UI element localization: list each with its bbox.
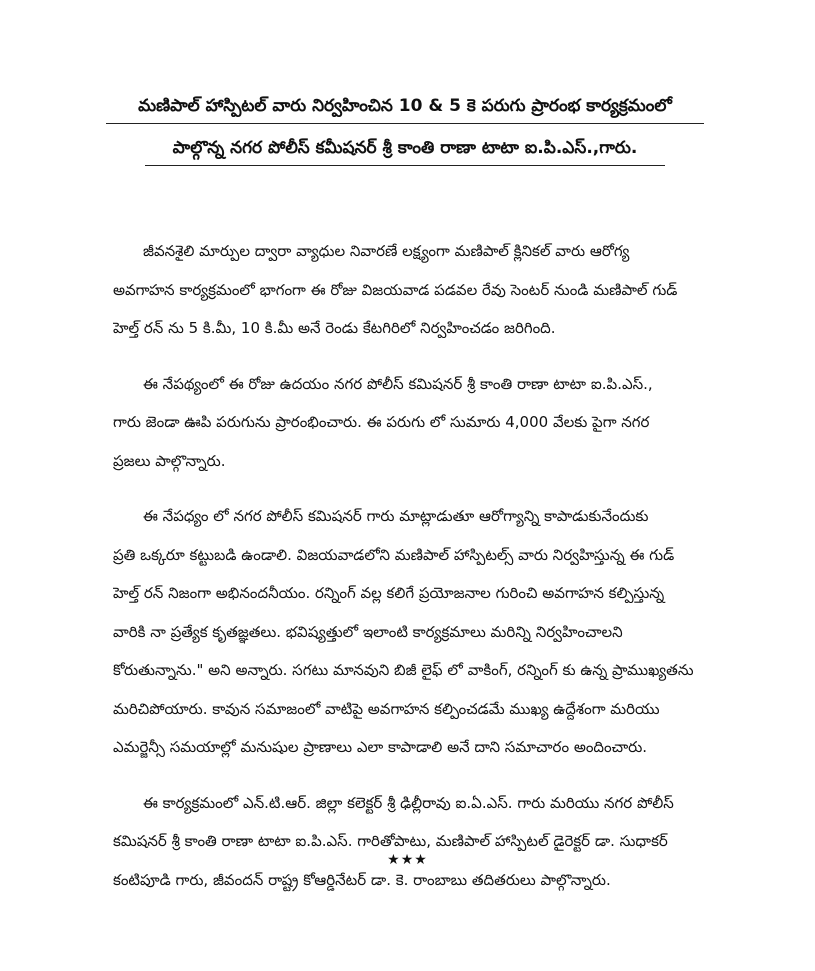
headline-line-2: పాల్గొన్న నగర పోలీస్ కమీషనర్ శ్రీ కాంతి రాణా టాటా ఐ.పి.ఎస్.,గారు.	[145, 134, 665, 166]
paragraph-line: ఈ కార్యక్రమంలో ఎన్.టి.ఆర్. జిల్లా కలెక్టర్ శ్రీ ఢిల్లీరావు ఐ.ఏ.ఎస్. గారు మరియు నగర పోలీస్	[143, 793, 674, 812]
paragraph-line: జీవనశైలి మార్పుల ద్వారా వ్యాధుల నివారణే లక్ష్యంగా మణిపాల్ క్లినికల్ వారు ఆరోగ్య	[143, 242, 630, 260]
headline	[100, 92, 710, 166]
paragraph-line: ఈ నేపథ్యంలో ఈ రోజు ఉదయం నగర పోలీస్ కమిషనర్ శ్రీ కాంతి రాణా టాటా ఐ.పి.ఎస్.,	[143, 374, 653, 393]
article-body	[113, 232, 723, 916]
paragraph-3	[113, 497, 723, 767]
paragraph-line: గారు జెండా ఊపి పరుగును ప్రారంభించారు. ఈ పరుగు లో సుమారు 4,000 వేలకు పైగా నగర	[113, 413, 650, 431]
paragraph-1	[113, 232, 723, 348]
headline-line-1: మణిపాల్ హాస్పిటల్ వారు నిర్వహించిన 10 & 5 కె పరుగు ప్రారంభ కార్యక్రమంలో	[106, 92, 704, 124]
paragraph-line: ప్రతి ఒక్కరూ కట్టుబడి ఉండాలి. విజయవాడలోని మణిపాల్ హాస్పిటల్స్ వారు నిర్వహిస్తున్న ఈ గుడ్	[113, 545, 675, 564]
paragraph-line: అవగాహన కార్యక్రమంలో భాగంగా ఈ రోజు విజయవాడ పడవల రేవు సెంటర్ నుండి మణిపాల్ గుడ్	[113, 280, 678, 299]
paragraph-line: హెల్త్ రన్ ను 5 కి.మీ, 10 కి.మీ అనే రెండు కేటగిరిలో నిర్వహించడం జరిగింది.	[113, 319, 556, 337]
paragraph-line: ఈ నేపధ్యం లో నగర పోలీస్ కమిషనర్ గారు మాట్లాడుతూ ఆరోగ్యాన్ని కాపాడుకునేందుకు	[143, 507, 649, 525]
paragraph-line: ప్రజలు పాల్గొన్నారు.	[113, 451, 226, 470]
paragraph-line: ఎమర్జెన్సీ సమయాల్లో మనుషుల ప్రాణాలు ఎలా కాపాడాలి అనే దాని సమాచారం అందించారు.	[113, 738, 648, 756]
paragraph-line: కమిషనర్ శ్రీ కాంతి రాణా టాటా ఐ.పి.ఎస్. గారితోపాటు, మణిపాల్ హాస్పిటల్ డైరెక్టర్ డా. సుధాకర్	[113, 832, 668, 850]
paragraph-line: హెల్త్ రన్ నిజంగా అభినందనీయం. రన్నింగ్ వల్ల కలిగే ప్రయోజనాల గురించి అవగాహన కల్పిస్తున్న	[113, 584, 665, 602]
end-marker: ★★★	[387, 852, 428, 868]
paragraph-line: వారికి నా ప్రత్యేక కృతజ్ఞతలు. భవిష్యత్తులో ఇలాంటి కార్యక్రమాలు మరిన్ని నిర్వహించాలని	[113, 622, 623, 641]
paragraph-2	[113, 365, 723, 481]
paragraph-line: కోరుతున్నాను." అని అన్నారు. సగటు మానవుని బిజీ లైఫ్ లో వాకింగ్, రన్నింగ్ కు ఉన్న ప్రాముఖ్యతను	[113, 661, 694, 679]
paragraph-line: మరిచిపోయారు. కావున సమాజంలో వాటిపై అవగాహన కల్పించడమే ముఖ్య ఉద్దేశంగా మరియు	[113, 699, 660, 718]
paragraph-line: కంటిపూడి గారు, జీవందన్ రాష్ట్ర కోఆర్డినేటర్ డా. కె. రాంబాబు తదితరులు పాల్గొన్నారు.	[113, 870, 611, 889]
paragraph-4	[113, 784, 723, 900]
